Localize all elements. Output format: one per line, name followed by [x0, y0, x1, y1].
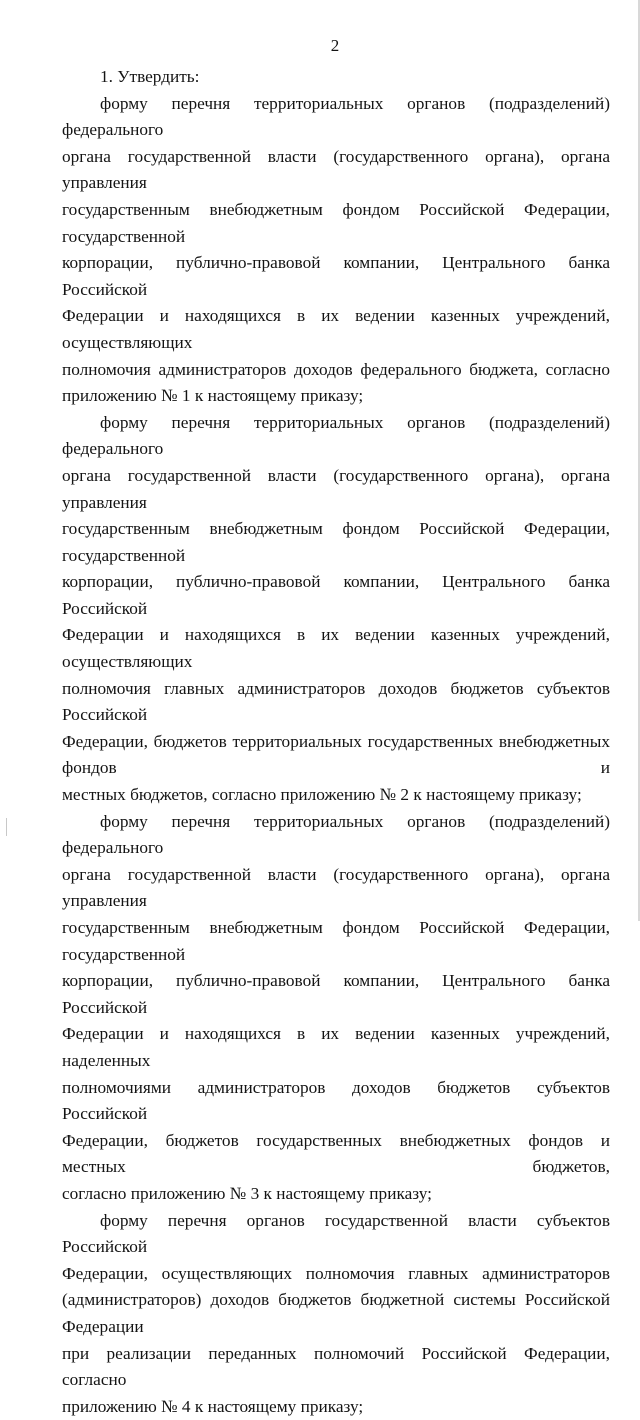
- paragraph-line: форму перечня территориальных органов (подразделений) федерального: [62, 93, 610, 140]
- paragraph-line: органа государственной власти (государственного органа), органа управления: [62, 864, 610, 911]
- paragraph-line: Федерации, осуществляющих полномочия главных администраторов: [62, 1263, 610, 1283]
- paragraph-line: Федерации и находящихся в их ведении казенных учреждений, осуществляющих: [62, 625, 610, 672]
- paragraph-line: приложению № 1 к настоящему приказу;: [62, 386, 364, 406]
- paragraph-line: форму перечня территориальных органов (подразделений) федерального: [62, 412, 610, 459]
- paragraph-line: государственным внебюджетным фондом Российской Федерации, государственной: [62, 918, 610, 964]
- paragraph-line: согласно приложению № 3 к настоящему приказу;: [62, 1183, 432, 1203]
- paragraph-line: корпорации, публично-правовой компании, Центрального банка Российской: [62, 253, 610, 299]
- paragraph-line: государственным внебюджетным фондом Российской Федерации, государственной: [62, 199, 610, 246]
- paragraph-line: Федерации и находящихся в их ведении казенных учреждений, осуществляющих: [62, 306, 610, 352]
- paragraph-4: [62, 1208, 610, 1420]
- paragraph-2: [62, 410, 610, 809]
- section-heading: 1. Утвердить:: [100, 67, 200, 86]
- paragraph-line: приложению № 4 к настоящему приказу;: [62, 1396, 364, 1416]
- paragraph-3: [62, 809, 610, 1208]
- paragraph-line: форму перечня территориальных органов (подразделений) федерального: [62, 811, 610, 858]
- paragraph-line: органа государственной власти (государственного органа), органа управления: [62, 465, 610, 512]
- paragraph-line: государственным внебюджетным фондом Российской Федерации, государственной: [62, 519, 610, 565]
- paragraph-1: [62, 91, 610, 410]
- paragraph-line: местных бюджетов, согласно приложению № 2 к настоящему приказу;: [62, 785, 582, 805]
- document-body: [62, 64, 610, 1420]
- paragraph-line: Федерации, бюджетов территориальных государственных внебюджетных фондов и: [62, 731, 610, 778]
- paragraph-line: Федерации и находящихся в их ведении казенных учреждений, наделенных: [62, 1024, 610, 1070]
- scan-mark: [6, 818, 7, 836]
- paragraph-line: полномочия главных администраторов доходов бюджетов субъектов Российской: [62, 678, 610, 725]
- paragraph-line: форму перечня органов государственной власти субъектов Российской: [62, 1210, 610, 1257]
- page-number: 2: [330, 36, 340, 55]
- paragraph-line: полномочиями администраторов доходов бюджетов субъектов Российской: [62, 1077, 610, 1124]
- paragraph-line: Федерации, бюджетов государственных внебюджетных фондов и местных бюджетов,: [62, 1130, 610, 1177]
- paragraph-line: полномочия администраторов доходов федерального бюджета, согласно: [62, 359, 610, 379]
- paragraph-line: органа государственной власти (государственного органа), органа управления: [62, 146, 610, 193]
- paragraph-line: корпорации, публично-правовой компании, Центрального банка Российской: [62, 971, 610, 1017]
- paragraph-line: корпорации, публично-правовой компании, Центрального банка Российской: [62, 572, 610, 618]
- paragraph-line: при реализации переданных полномочий Российской Федерации, согласно: [62, 1343, 610, 1390]
- paragraph-line: (администраторов) доходов бюджетов бюджетной системы Российской Федерации: [62, 1290, 610, 1336]
